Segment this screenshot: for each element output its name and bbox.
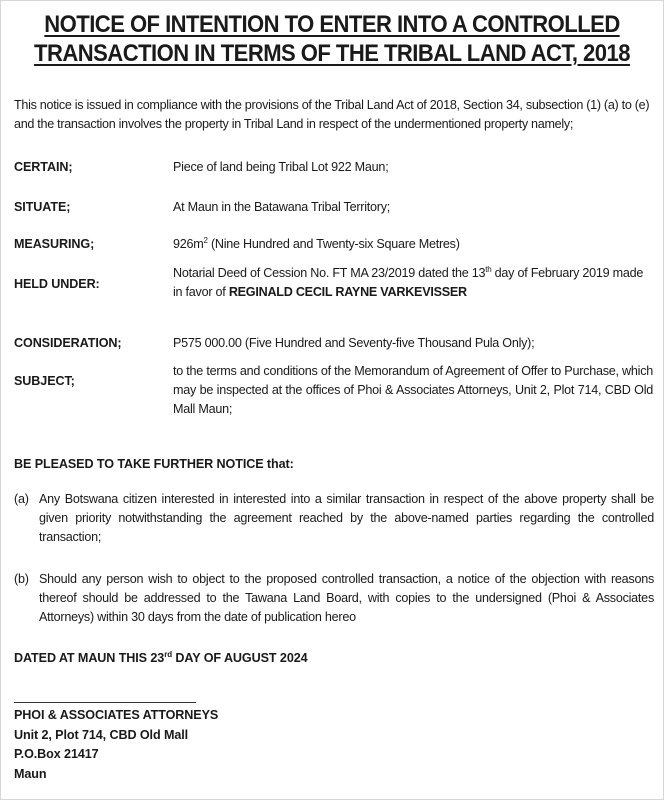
- further-notice-heading: BE PLEASED TO TAKE FURTHER NOTICE that:: [14, 457, 294, 471]
- title-line-1: NOTICE OF INTENTION TO ENTER INTO A CONTROLLED: [44, 11, 620, 38]
- situate-value: At Maun in the Batawana Tribal Territory;: [173, 200, 391, 214]
- notice-item-text: Any Botswana citizen interested in interested into a similar transaction in respect of the above property shall be given priority notwithstanding the agreement reached by the above-named parties regarding the controlled transaction;: [39, 492, 654, 544]
- situate-label: SITUATE;: [14, 200, 71, 214]
- dated-line: [14, 649, 308, 668]
- measuring-value: [173, 235, 653, 254]
- firm-name: PHOI & ASSOCIATES ATTORNEYS: [14, 708, 219, 722]
- held-under-date-text: day of February 2019 made in favor of: [173, 266, 644, 299]
- subject-label: SUBJECT;: [14, 374, 75, 388]
- notice-item-marker: (a): [14, 492, 29, 506]
- measuring-value-text: 926m: [173, 237, 204, 251]
- measuring-superscript: 2: [203, 235, 208, 245]
- signature-line: [14, 702, 196, 703]
- measuring-label: MEASURING;: [14, 237, 95, 251]
- dated-text: DATED AT MAUN THIS 23: [14, 651, 165, 665]
- held-under-owner: REGINALD CECIL RAYNE VARKEVISSER: [228, 285, 467, 299]
- consideration-label: CONSIDERATION;: [14, 336, 122, 350]
- certain-label: CERTAIN;: [14, 160, 73, 174]
- consideration-value: P575 000.00 (Five Hundred and Seventy-five Thousand Pula Only);: [173, 336, 535, 350]
- dated-superscript: rd: [164, 649, 173, 659]
- subject-value: to the terms and conditions of the Memorandum of Agreement of Offer to Purchase, which may be inspected at the offices of Phoi & Associates Attorneys, Unit 2, Plot 714, CBD Old Mall Maun;: [173, 364, 653, 416]
- held-under-superscript: th: [485, 264, 492, 274]
- held-under-deed-text: Notarial Deed of Cession No. FT MA 23/2019 dated the 13: [173, 266, 486, 280]
- measuring-value-words: (Nine Hundred and Twenty-six Square Metres): [207, 237, 460, 251]
- notice-item-text: Should any person wish to object to the proposed controlled transaction, a notice of the objection with reasons thereof should be addressed to the Tawana Land Board, with copies to the undersigned (Phoi & Associates Attorneys) within 30 days from the date of publication hereo: [39, 572, 654, 624]
- notice-title: [33, 10, 631, 68]
- firm-address-line-2: P.O.Box 21417: [14, 747, 99, 761]
- dated-month-year: DAY OF AUGUST 2024: [172, 651, 308, 665]
- intro-paragraph: This notice is issued in compliance with the provisions of the Tribal Land Act of 2018, Section 34, subsection (1) (a) to (e) and the transaction involves the property in Tribal Land in respect of the undermentioned property namely;: [14, 98, 650, 131]
- firm-address-line-1: Unit 2, Plot 714, CBD Old Mall: [14, 727, 189, 742]
- notice-item-marker: (b): [14, 572, 29, 586]
- certain-value: Piece of land being Tribal Lot 922 Maun;: [173, 160, 389, 174]
- held-under-label: HELD UNDER:: [14, 277, 100, 291]
- signature-block: [14, 706, 218, 784]
- title-line-2: TRANSACTION IN TERMS OF THE TRIBAL LAND ACT, 2018: [34, 40, 630, 67]
- held-under-value: [173, 264, 653, 302]
- firm-address-line-3: Maun: [14, 766, 47, 781]
